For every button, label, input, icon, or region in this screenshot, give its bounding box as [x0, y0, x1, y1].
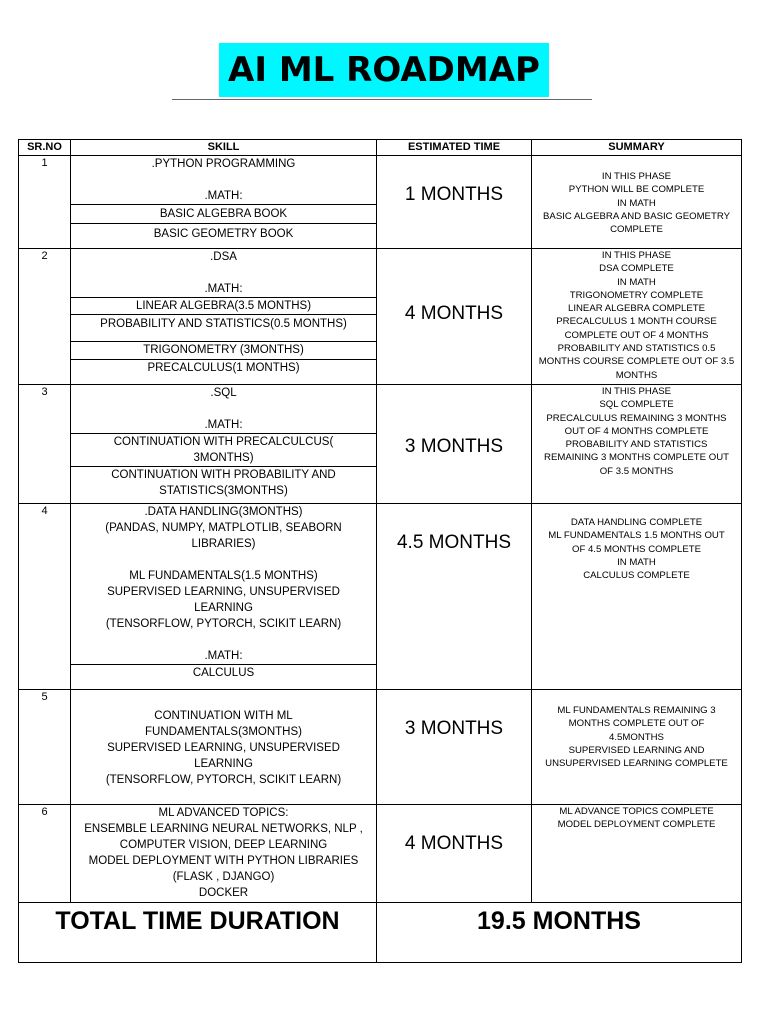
skill-line: LIBRARIES): [191, 538, 256, 550]
row-number: 1: [19, 156, 71, 249]
skill-line: ENSEMBLE LEARNING NEURAL NETWORKS, NLP ,: [84, 823, 363, 835]
summary-line: PRECALCULUS 1 MONTH COURSE: [556, 316, 717, 328]
estimated-time: 3 MONTHS: [404, 718, 504, 739]
summary-line: PYTHON WILL BE COMPLETE: [568, 184, 705, 196]
skill-line: MODEL DEPLOYMENT WITH PYTHON LIBRARIES: [88, 855, 359, 867]
estimated-time: 4.5 MONTHS: [396, 532, 512, 553]
total-value: 19.5 MONTHS: [377, 903, 742, 963]
summary-line: DSA COMPLETE: [599, 263, 674, 275]
row-number: 4: [19, 504, 71, 690]
skill-line: [71, 552, 376, 568]
header-time: ESTIMATED TIME: [377, 140, 532, 156]
summary-line: ML FUNDAMENTALS 1.5 MONTHS OUT: [548, 530, 725, 542]
header-sr: SR.NO: [19, 140, 71, 156]
skill-line: [71, 172, 376, 188]
skill-line: [71, 632, 376, 648]
summary-line: PRECALCULUS REMAINING 3 MONTHS: [546, 412, 727, 424]
skill-line: LINEAR ALGEBRA(3.5 MONTHS): [71, 297, 376, 314]
summary-line: IN THIS PHASE: [601, 386, 672, 397]
summary-line: OF 4.5 MONTHS COMPLETE: [571, 543, 701, 555]
skill-line: (TENSORFLOW, PYTORCH, SCIKIT LEARN): [105, 618, 342, 630]
summary-line: ML ADVANCE TOPICS COMPLETE: [559, 806, 714, 817]
summary-line: DATA HANDLING COMPLETE: [570, 517, 703, 528]
row-number: 6: [19, 805, 71, 903]
skill-line: CONTINUATION WITH PRECALCULCUS(: [71, 433, 376, 450]
skill-line: (FLASK , DJANGO): [172, 871, 275, 883]
table-row: [19, 805, 742, 903]
skill-line: .PYTHON PROGRAMMING: [151, 158, 296, 170]
time-cell: [377, 385, 532, 504]
estimated-time: 1 MONTHS: [404, 184, 504, 205]
summary-line: ML FUNDAMENTALS REMAINING 3: [557, 705, 716, 716]
skill-line: .MATH:: [204, 419, 243, 431]
time-cell: [377, 805, 532, 903]
row-number: 5: [19, 690, 71, 805]
estimated-time: 4 MONTHS: [404, 303, 504, 324]
title-highlight: [219, 43, 549, 97]
summary-line: CALCULUS COMPLETE: [583, 570, 690, 582]
summary-line: IN MATH: [617, 197, 656, 209]
header-summary: SUMMARY: [532, 140, 742, 156]
skill-line: PROBABILITY AND STATISTICS(0.5 MONTHS): [71, 314, 376, 333]
skill-line: .MATH:: [204, 190, 243, 202]
skill-line: STATISTICS(3MONTHS): [159, 485, 288, 497]
skill-line: PRECALCULUS(1 MONTHS): [71, 359, 376, 377]
page-title: AI ML ROADMAP: [228, 50, 540, 90]
summary-line: OUT OF 4 MONTHS COMPLETE: [564, 425, 709, 437]
skill-line: CALCULUS: [71, 664, 376, 681]
skill-cell: [71, 249, 377, 385]
row-number: 3: [19, 385, 71, 504]
time-cell: [377, 156, 532, 249]
time-cell: [377, 249, 532, 385]
summary-line: OF 3.5 MONTHS: [599, 465, 674, 477]
summary-line: UNSUPERVISED LEARNING COMPLETE: [545, 758, 728, 770]
table-row: [19, 690, 742, 805]
row-number: 2: [19, 249, 71, 385]
skill-line: .MATH:: [204, 650, 243, 662]
skill-line: 3MONTHS): [193, 452, 254, 464]
skill-line: BASIC ALGEBRA BOOK: [71, 204, 376, 223]
skill-line: [71, 265, 376, 281]
skill-cell: [71, 504, 377, 690]
table-row: [19, 385, 742, 504]
skill-line: LEARNING: [194, 602, 253, 614]
summary-cell: [532, 385, 742, 504]
skill-line: .MATH:: [204, 283, 243, 295]
skill-line: LEARNING: [194, 758, 253, 770]
skill-cell: [71, 690, 377, 805]
skill-line: TRIGONOMETRY (3MONTHS): [71, 341, 376, 359]
skill-line: COMPUTER VISION, DEEP LEARNING: [119, 839, 328, 851]
summary-line: MODEL DEPLOYMENT COMPLETE: [557, 819, 716, 831]
summary-line: TRIGONOMETRY COMPLETE: [569, 289, 704, 301]
header-skill: SKILL: [71, 140, 377, 156]
summary-line: IN THIS PHASE: [601, 250, 672, 261]
total-label: TOTAL TIME DURATION: [19, 903, 377, 963]
table-row: [19, 156, 742, 249]
skill-line: CONTINUATION WITH PROBABILITY AND: [71, 466, 376, 483]
skill-cell: [71, 385, 377, 504]
skill-line: SUPERVISED LEARNING, UNSUPERVISED: [107, 586, 340, 598]
table-row: [19, 249, 742, 385]
summary-line: IN THIS PHASE: [601, 171, 672, 182]
skill-line: CONTINUATION WITH ML: [154, 710, 293, 722]
skill-line: DOCKER: [198, 887, 249, 899]
summary-line: IN MATH: [617, 556, 656, 568]
skill-line: BASIC GEOMETRY BOOK: [71, 223, 376, 244]
title-underline: [172, 99, 592, 100]
summary-line: LINEAR ALGEBRA COMPLETE: [567, 303, 706, 315]
skill-line: SUPERVISED LEARNING, UNSUPERVISED: [107, 742, 340, 754]
skill-line: (PANDAS, NUMPY, MATPLOTLIB, SEABORN: [105, 522, 342, 534]
summary-cell: [532, 805, 742, 903]
skill-line: .SQL: [210, 387, 237, 399]
summary-cell: [532, 249, 742, 385]
time-cell: [377, 690, 532, 805]
summary-line: SUPERVISED LEARNING AND: [568, 744, 705, 756]
skill-line: [71, 333, 376, 341]
summary-line: PROBABILITY AND STATISTICS 0.5: [557, 343, 716, 355]
summary-cell: [532, 156, 742, 249]
summary-line: REMAINING 3 MONTHS COMPLETE OUT: [544, 452, 729, 464]
skill-line: (TENSORFLOW, PYTORCH, SCIKIT LEARN): [105, 774, 342, 786]
summary-line: IN MATH: [617, 276, 656, 288]
summary-line: SQL COMPLETE: [599, 399, 674, 411]
summary-line: MONTHS: [615, 369, 658, 381]
summary-cell: [532, 504, 742, 690]
summary-line: MONTHS COMPLETE OUT OF: [568, 718, 705, 730]
skill-line: ML FUNDAMENTALS(1.5 MONTHS): [129, 570, 318, 582]
skill-cell: [71, 805, 377, 903]
summary-line: PROBABILITY AND STATISTICS: [565, 439, 708, 451]
header-row: [19, 140, 742, 156]
estimated-time: 3 MONTHS: [404, 436, 504, 457]
summary-line: BASIC ALGEBRA AND BASIC GEOMETRY: [543, 210, 730, 222]
skill-line: .DATA HANDLING(3MONTHS): [144, 506, 303, 518]
time-cell: [377, 504, 532, 690]
total-row: [19, 903, 742, 963]
skill-line: FUNDAMENTALS(3MONTHS): [145, 726, 302, 738]
summary-line: MONTHS COURSE COMPLETE OUT OF 3.5: [538, 356, 735, 368]
skill-cell: [71, 156, 377, 249]
skill-line: [71, 401, 376, 417]
estimated-time: 4 MONTHS: [404, 833, 504, 854]
roadmap-table: [18, 139, 742, 963]
table-row: [19, 504, 742, 690]
summary-line: COMPLETE OUT OF 4 MONTHS: [564, 329, 709, 341]
summary-line: COMPLETE: [610, 224, 663, 236]
summary-cell: [532, 690, 742, 805]
skill-line: ML ADVANCED TOPICS:: [158, 807, 289, 819]
summary-line: 4.5MONTHS: [609, 731, 664, 743]
skill-line: .DSA: [210, 251, 237, 263]
